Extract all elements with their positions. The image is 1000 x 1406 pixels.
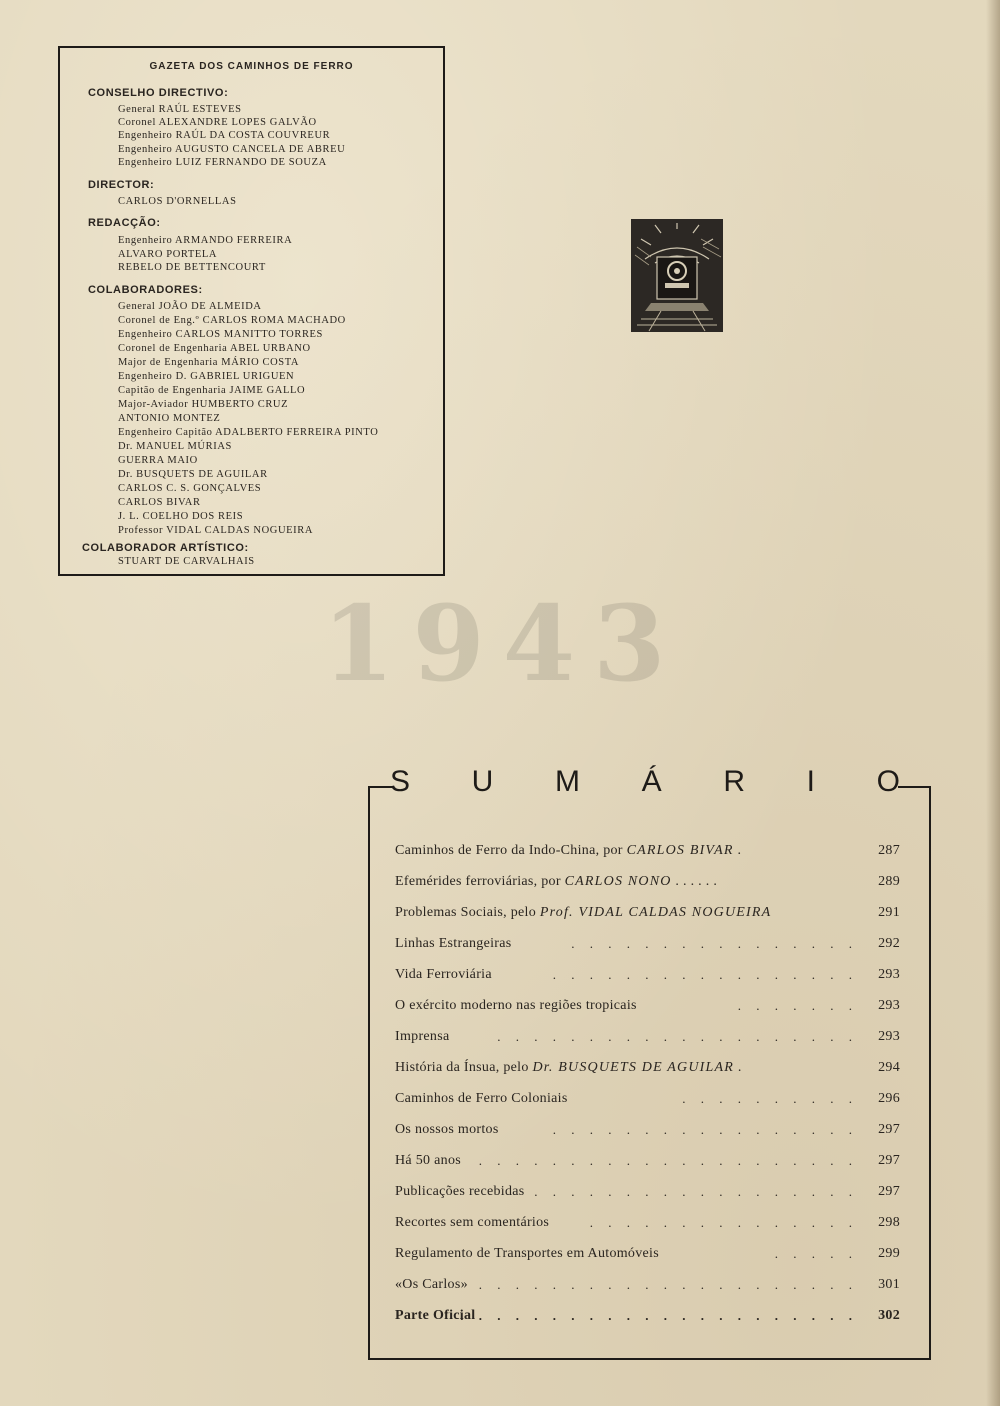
- staff-line: Professor VIDAL CALDAS NOGUEIRA: [118, 525, 314, 536]
- staff-line: Coronel de Engenharia ABEL URBANO: [118, 343, 311, 354]
- masthead-box: [58, 46, 445, 576]
- locomotive-woodcut-icon: [631, 219, 723, 332]
- title-letter: M: [555, 765, 580, 798]
- toc-author: Prof. VIDAL CALDAS NOGUEIRA: [539, 905, 772, 920]
- toc-page: 287: [878, 843, 900, 858]
- toc-title: Linhas Estrangeiras: [395, 936, 512, 951]
- toc-entry: [395, 998, 900, 1020]
- toc-entry: [395, 1215, 900, 1237]
- staff-line: Engenheiro RAÚL DA COSTA COUVREUR: [118, 130, 331, 141]
- toc-title: Efemérides ferroviárias, por: [395, 874, 561, 889]
- toc-entry: [395, 1091, 900, 1113]
- title-letter: S: [390, 765, 411, 798]
- title-letter: I: [806, 765, 815, 798]
- page-edge-shadow: [986, 0, 1000, 1406]
- toc-entry: [395, 1153, 900, 1175]
- toc-page: 289: [878, 874, 900, 889]
- toc-author: CARLOS NONO: [564, 874, 672, 889]
- staff-line: General JOÃO DE ALMEIDA: [118, 301, 262, 312]
- toc-title: Os nossos mortos: [395, 1122, 499, 1137]
- toc-title: Imprensa: [395, 1029, 450, 1044]
- title-letter: R: [723, 765, 745, 798]
- toc-page: 293: [878, 967, 900, 982]
- toc-title: «Os Carlos»: [395, 1277, 468, 1292]
- leader-dots: . . . . . . . . . .: [682, 1091, 858, 1106]
- leader-dots: . . . . . . . . . . . . . . . . . . . . .: [478, 1153, 858, 1168]
- toc-author: Dr. BUSQUETS DE AGUILAR: [532, 1060, 735, 1075]
- toc-page: 293: [878, 998, 900, 1013]
- toc-title: Recortes sem comentários: [395, 1215, 550, 1230]
- masthead-title: GAZETA DOS CAMINHOS DE FERRO: [149, 61, 354, 72]
- staff-line: General RAÚL ESTEVES: [118, 104, 242, 115]
- toc-title: Caminhos de Ferro da Indo-China, por: [395, 843, 623, 858]
- toc-page: 297: [878, 1184, 900, 1199]
- locomotive-logo-icon: [631, 219, 723, 332]
- toc-page: 298: [878, 1215, 900, 1230]
- staff-line: Capitão de Engenharia JAIME GALLO: [118, 385, 306, 396]
- toc-page: 296: [878, 1091, 900, 1106]
- toc-title: Parte Oficial: [395, 1308, 476, 1323]
- staff-line: Engenheiro CARLOS MANITTO TORRES: [118, 329, 323, 340]
- staff-line: CARLOS BIVAR: [118, 497, 201, 508]
- title-letter: O: [876, 765, 900, 798]
- staff-line: STUART DE CARVALHAIS: [118, 556, 255, 567]
- toc-page: 297: [878, 1153, 900, 1168]
- toc-entry: Efemérides ferroviárias, por CARLOS NONO . . . . . . 289: [395, 874, 900, 889]
- staff-line: Dr. MANUEL MÚRIAS: [118, 441, 232, 452]
- leader-dots: . . . . . . . . . . . . . . . . . . . . .: [478, 1277, 858, 1292]
- toc-author: CARLOS BIVAR: [626, 843, 734, 858]
- staff-line: Coronel de Eng.º CARLOS ROMA MACHADO: [118, 315, 346, 326]
- title-letter: U: [471, 765, 494, 798]
- section-heading: REDACÇÃO:: [88, 217, 161, 229]
- staff-line: GUERRA MAIO: [118, 455, 198, 466]
- staff-line: Engenheiro LUIZ FERNANDO DE SOUZA: [118, 157, 327, 168]
- toc-entry: [395, 967, 900, 989]
- staff-line: Dr. BUSQUETS DE AGUILAR: [118, 469, 268, 480]
- staff-line: Engenheiro D. GABRIEL URIGUEN: [118, 371, 295, 382]
- toc-title: Problemas Sociais, pelo: [395, 905, 537, 920]
- staff-line: REBELO DE BETTENCOURT: [118, 262, 266, 273]
- toc-page: 302: [878, 1308, 900, 1323]
- staff-line: CARLOS C. S. GONÇALVES: [118, 483, 262, 494]
- staff-line: Engenheiro AUGUSTO CANCELA DE ABREU: [118, 144, 346, 155]
- section-heading: DIRECTOR:: [88, 179, 155, 191]
- show-through-ghost-text: 1943: [322, 582, 684, 705]
- leader-dots: . . . . . . . . . . . . . . . .: [571, 936, 858, 951]
- toc-entry: [395, 1308, 900, 1330]
- title-letter: Á: [641, 765, 662, 798]
- toc-title: Vida Ferroviária: [395, 967, 492, 982]
- toc-title: Publicações recebidas: [395, 1184, 525, 1199]
- toc-entry: [395, 1184, 900, 1206]
- toc-entry: [395, 1277, 900, 1299]
- toc-page: 292: [878, 936, 900, 951]
- toc-page: 294: [878, 1060, 900, 1075]
- staff-line: CARLOS D'ORNELLAS: [118, 196, 237, 207]
- section-heading: COLABORADOR ARTÍSTICO:: [82, 542, 249, 554]
- staff-line: ALVARO PORTELA: [118, 249, 218, 260]
- toc-title: Regulamento de Transportes em Automóveis: [395, 1246, 659, 1261]
- toc-entry: [395, 1246, 900, 1268]
- staff-line: Engenheiro ARMANDO FERREIRA: [118, 235, 293, 246]
- toc-entry: [395, 905, 900, 927]
- leader-dots: . . . . . . . . . . . . . . . . .: [552, 1122, 858, 1137]
- leader-dots: . . . . . . . . . . . . . . . . . . . .: [497, 1029, 858, 1044]
- toc-title: História da Ínsua, pelo: [395, 1060, 529, 1075]
- staff-line: J. L. COELHO DOS REIS: [118, 511, 244, 522]
- toc-entry: História da Ínsua, pelo Dr. BUSQUETS DE AGUILAR . 294: [395, 1060, 900, 1075]
- toc-entry: [395, 936, 900, 958]
- leader-dots: . . . . . . . . . . . . . . .: [589, 1215, 858, 1230]
- staff-line: Coronel ALEXANDRE LOPES GALVÃO: [118, 117, 317, 128]
- toc-title: Caminhos de Ferro Coloniais: [395, 1091, 568, 1106]
- section-heading: COLABORADORES:: [88, 284, 203, 296]
- toc-entry: [395, 1029, 900, 1051]
- toc-page: 291: [878, 905, 900, 920]
- staff-line: ANTONIO MONTEZ: [118, 413, 221, 424]
- leader-dots: . . . . . . .: [737, 998, 858, 1013]
- toc-page: 297: [878, 1122, 900, 1137]
- leader-dots: . . . . . . . . . . . . . . . . . . . . . .: [460, 1308, 858, 1323]
- toc-page: 293: [878, 1029, 900, 1044]
- toc-page: 299: [878, 1246, 900, 1261]
- toc-entry: [395, 1122, 900, 1144]
- section-heading: CONSELHO DIRECTIVO:: [88, 87, 229, 99]
- toc-page: 301: [878, 1277, 900, 1292]
- toc-entry: Caminhos de Ferro da Indo-China, por CARLOS BIVAR . 287: [395, 843, 900, 858]
- toc-title: Há 50 anos: [395, 1153, 461, 1168]
- leader-dots: . . . . .: [774, 1246, 858, 1261]
- leader-dots: . . . . . . . . . . . . . . . . .: [552, 967, 858, 982]
- leader-dots: . . . . . . . . . . . . . . . . . .: [534, 1184, 858, 1199]
- staff-line: Engenheiro Capitão ADALBERTO FERREIRA PINTO: [118, 427, 379, 438]
- staff-line: Major de Engenharia MÁRIO COSTA: [118, 357, 300, 368]
- staff-line: Major-Aviador HUMBERTO CRUZ: [118, 399, 289, 410]
- toc-title: O exército moderno nas regiões tropicais: [395, 998, 637, 1013]
